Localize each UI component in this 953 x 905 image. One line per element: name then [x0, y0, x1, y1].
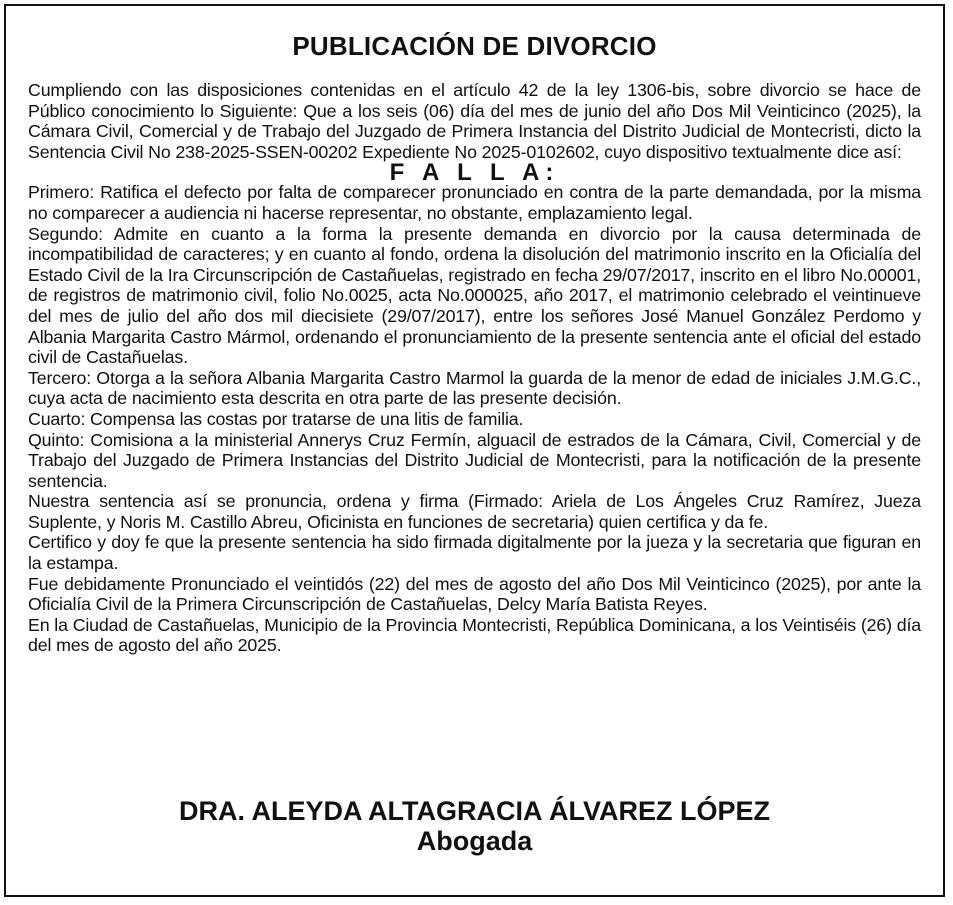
notice-title: PUBLICACIÓN DE DIVORCIO — [292, 31, 657, 61]
intro-paragraph: Cumpliendo con las disposiciones contenidas en el artículo 42 de la ley 1306-bis, sobre divorcio se hace de Público conocimiento lo Siguiente: Que a los seis (06) día del mes de junio del año Dos Mil Veinticinco (2025), la Cámara Civil, Comercial y de Trabajo del Juzgado de Primera Instancia del Distrito Judicial de Montecristi, dicto la Sentencia Civil No 238-2025-SSEN-00202 Expediente No 2025-0102602, cuyo dispositivo textualmente dice así: — [28, 80, 921, 162]
paragraph-segundo: Segundo: Admite en cuanto a la forma la presente demanda en divorcio por la causa determinada de incompatibilidad de caracteres; y en cuanto al fondo, ordena la disolución del matrimonio inscrito en la Oficialía del Estado Civil de la Ira Circunscripción de Castañuelas, registrado en fecha 29/07/2017, inscrito en el libro No.00001, de registros de matrimonio civil, folio No.0025, acta No.000025, año 2017, el matrimonio celebrado el veintinueve del mes de julio del año dos mil diecisiete (29/07/2017), entre los señores José Manuel González Perdomo y Albania Margarita Castro Mármol, ordenando el pronunciamiento de la presente sentencia ante el oficial del estado civil de Castañuelas. — [28, 223, 921, 368]
signer-name: DRA. ALEYDA ALTAGRACIA ÁLVAREZ LÓPEZ — [179, 796, 770, 826]
paragraph-primero: Primero: Ratifica el defecto por falta de comparecer pronunciado en contra de la parte demandada, por la misma no comparecer a audiencia ni hacerse representar, no obstante, emplazamiento legal. — [28, 182, 921, 223]
falla-heading: F A L L A: — [389, 159, 560, 187]
paragraph-tercero: Tercero: Otorga a la señora Albania Margarita Castro Marmol la guarda de la menor de edad de iniciales J.M.G.C., cuya acta de nacimiento esta descrita en otra parte de las presente decisión. — [28, 367, 921, 409]
notice-body — [28, 80, 921, 656]
paragraph-cuarto: Cuarto: Compensa las costas por tratarse de una litis de familia. — [28, 408, 524, 429]
legal-notice — [4, 4, 945, 897]
paragraph-lugar-fecha: En la Ciudad de Castañuelas, Municipio de la Provincia Montecristi, República Dominicana, a los Veintiséis (26) día del mes de agosto del año 2025. — [28, 614, 921, 656]
paragraph-pronunciado: Fue debidamente Pronunciado el veintidós (22) del mes de agosto del año Dos Mil Veinticinco (2025), por ante la Oficialía Civil de la Primera Circunscripción de Castañuelas, Delcy María Batista Reyes. — [28, 573, 921, 615]
paragraph-certifico: Certifico y doy fe que la presente sentencia ha sido firmada digitalmente por la jueza y la secretaria que figuran en la estampa. — [28, 532, 921, 574]
signer-role: Abogada — [416, 826, 533, 856]
paragraph-firma: Nuestra sentencia así se pronuncia, ordena y firma (Firmado: Ariela de Los Ángeles Cruz Ramírez, Jueza Suplente, y Noris M. Castillo Abreu, Oficinista en funciones de secretaria) quien certifica y da fe. — [28, 491, 921, 532]
paragraph-quinto: Quinto: Comisiona a la ministerial Annerys Cruz Fermín, alguacil de estrados de la Cámara, Civil, Comercial y de Trabajo del Juzgado de Primera Instancias del Distrito Judicial de Montecristi, para la notificación de la presente sentencia. — [28, 429, 921, 491]
